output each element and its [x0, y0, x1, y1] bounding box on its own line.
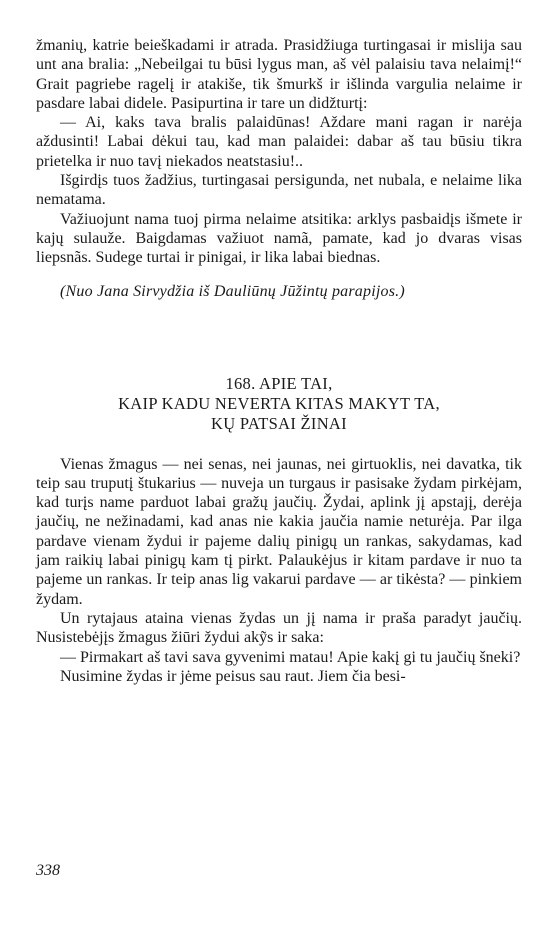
paragraph: — Ai, kaks tava bralis palaidūnas! Aždare mani ragan ir narėja aždusinti! Labai dėkui tau, kad man palaidei: dabar aš tau būsiu tikra prietelka ir nuo tavį niekados neatstasiu!.. — [36, 114, 522, 170]
paragraph: Išgirdįs tuos žadžius, turtingasai persigunda, net nubala, e nelaime lika nematama. — [36, 172, 522, 209]
heading-line: 168. APIE TAI, — [225, 373, 333, 393]
previous-story-ending — [36, 36, 522, 268]
story-heading — [36, 374, 522, 434]
paragraph: Nusimine žydas ir jėme peisus sau raut. Jiem čia besi- — [60, 667, 406, 685]
paragraph: žmanių, katrie beieškadami ir atrada. Prasidžiuga turtingasai ir mislija sau unt ana bralia: „Nebeilgai tu būsi lygus man, aš vėl palaisiu tava nelaimį!“ Grait pagriebe ragelį ir atakiše, tik šmurkš ir išlinda vargulia nelaime ir pasdare labai didele. Pasipurtina ir tare un didžturtį: — [36, 37, 522, 112]
story-body — [36, 455, 522, 687]
paragraph: — Pirmakart aš tavi sava gyvenimi matau! Apie kakį gi tu jaučių šneki? — [60, 648, 521, 666]
paragraph: Vienas žmagus — nei senas, nei jaunas, nei girtuoklis, nei davatka, tik teip sau truputį štukarius — nuveja un turgaus ir pasisake žydam pirkėjam, kad turįs name parduot labai gražų jaučių. Žydai, aplink jį apstajį, derėja jaučių, ne nežinadami, kad anas nie kakia jaučia namie neturėja. Par ilga pardave vienam žydui ir pajeme dalių pinigų un rankas, sakydamas, kad jam raikių labai pinigų kam tį pirkt. Palaukėjus ir kitam pardave ir nuo ta pajeme un rankas. Ir teip anas lig vakarui pardave — ar tikėsta? — pinkiem žydam. — [36, 455, 522, 608]
paragraph: Važiuojunt nama tuoj pirma nelaime atsitika: arklys pasbaidįs išmete ir kajų sulauže. Baigdamas važiuot namã, pamate, kad jo dvaras visas liepsnãs. Sudege turtai ir pinigai, ir lika labai biednas. — [36, 210, 522, 267]
paragraph: Un rytajaus ataina vienas žydas un jį nama ir praša paradyt jaučių. Nusistebėjįs žmagus žiūri žydui akỹs ir saka: — [36, 609, 522, 647]
heading-line: KŲ PATSAI ŽINAI — [211, 413, 347, 433]
page-number: 338 — [36, 862, 60, 879]
source-attribution: (Nuo Jana Sirvydžia iš Dauliūnų Jūžintų parapijos.) — [60, 282, 405, 300]
heading-line: KAIP KADU NEVERTA KITAS MAKYT TA, — [118, 393, 440, 413]
book-page — [36, 36, 522, 686]
